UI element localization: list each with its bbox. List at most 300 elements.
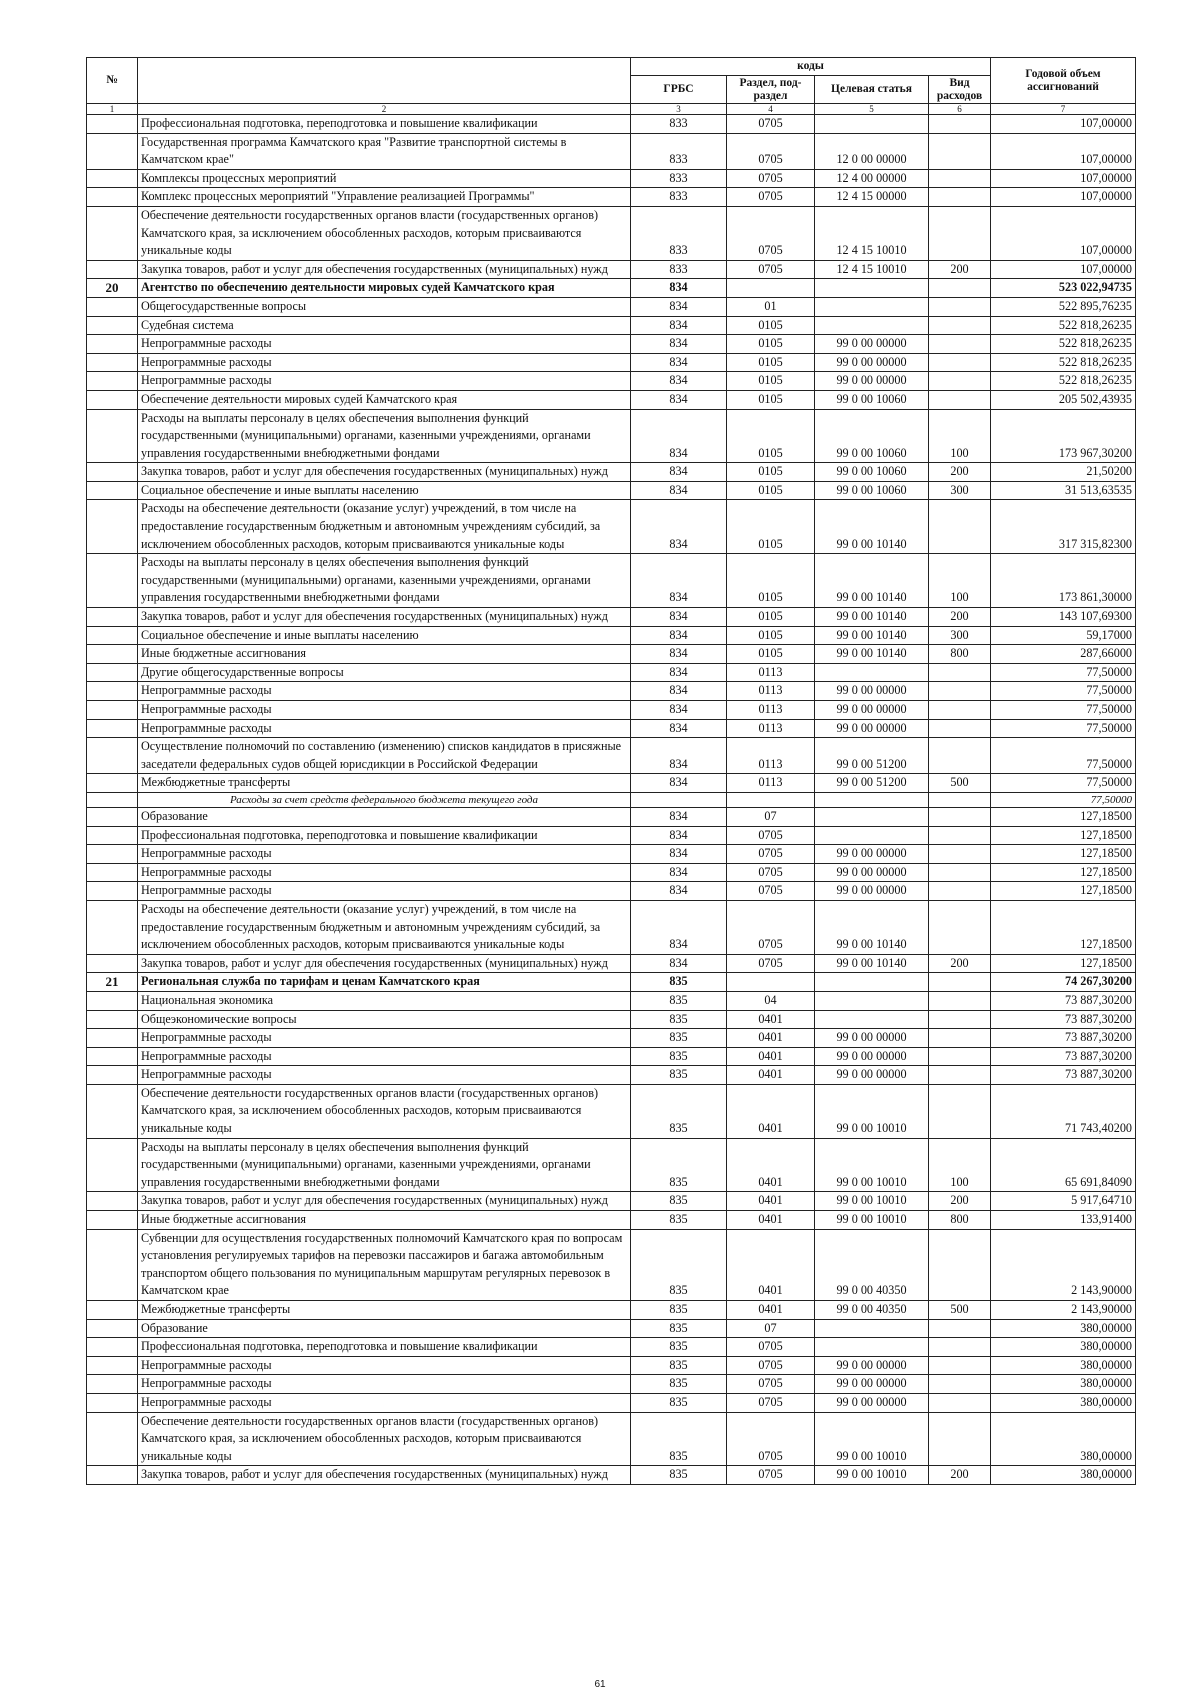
section-code: 0105 <box>727 481 815 500</box>
table-row <box>87 133 1136 169</box>
amount: 65 691,84090 <box>991 1138 1136 1192</box>
item-name: Непрограммные расходы <box>138 863 631 882</box>
grbs-code: 835 <box>631 1211 727 1230</box>
item-name: Обеспечение деятельности мировых судей Камчатского края <box>138 390 631 409</box>
target-code: 12 0 00 00000 <box>815 133 929 169</box>
section-code: 07 <box>727 1319 815 1338</box>
expense-kind-code: 100 <box>929 1138 991 1192</box>
grbs-code: 835 <box>631 1047 727 1066</box>
target-code: 99 0 00 00000 <box>815 882 929 901</box>
target-code: 99 0 00 10140 <box>815 645 929 664</box>
row-number <box>87 335 138 354</box>
row-number: 20 <box>87 279 138 298</box>
section-code: 0705 <box>727 115 815 134</box>
section-code: 0401 <box>727 1229 815 1300</box>
amount: 77,50000 <box>991 738 1136 774</box>
expense-kind-code <box>929 335 991 354</box>
row-number <box>87 115 138 134</box>
item-name: Профессиональная подготовка, переподготовка и повышение квалификации <box>138 826 631 845</box>
row-number <box>87 882 138 901</box>
target-code: 99 0 00 10010 <box>815 1412 929 1466</box>
target-code: 99 0 00 51200 <box>815 738 929 774</box>
table-row <box>87 1412 1136 1466</box>
target-code <box>815 792 929 807</box>
header-grbs: ГРБС <box>631 76 727 104</box>
target-code: 99 0 00 10010 <box>815 1138 929 1192</box>
section-code: 0113 <box>727 719 815 738</box>
table-row <box>87 335 1136 354</box>
section-code: 0401 <box>727 1066 815 1085</box>
grbs-code: 835 <box>631 1393 727 1412</box>
section-code: 0113 <box>727 774 815 793</box>
grbs-code: 834 <box>631 335 727 354</box>
item-name: Непрограммные расходы <box>138 1393 631 1412</box>
expense-kind-code <box>929 1338 991 1357</box>
target-code: 99 0 00 40350 <box>815 1229 929 1300</box>
section-code: 0705 <box>727 188 815 207</box>
target-code: 99 0 00 00000 <box>815 372 929 391</box>
target-code: 99 0 00 00000 <box>815 353 929 372</box>
expense-kind-code <box>929 900 991 954</box>
amount: 127,18500 <box>991 900 1136 954</box>
section-code: 0705 <box>727 1375 815 1394</box>
table-row <box>87 1047 1136 1066</box>
item-name: Непрограммные расходы <box>138 1066 631 1085</box>
section-code: 0105 <box>727 645 815 664</box>
grbs-code: 834 <box>631 409 727 463</box>
item-name: Иные бюджетные ассигнования <box>138 645 631 664</box>
expense-kind-code <box>929 1412 991 1466</box>
grbs-code: 833 <box>631 260 727 279</box>
table-row <box>87 719 1136 738</box>
target-code: 99 0 00 10140 <box>815 626 929 645</box>
row-number <box>87 807 138 826</box>
section-code: 0705 <box>727 882 815 901</box>
amount: 107,00000 <box>991 206 1136 260</box>
table-row <box>87 738 1136 774</box>
section-code: 0105 <box>727 335 815 354</box>
table-row <box>87 260 1136 279</box>
column-number: 3 <box>631 104 727 115</box>
section-code: 0105 <box>727 608 815 627</box>
amount: 173 967,30200 <box>991 409 1136 463</box>
row-number <box>87 645 138 664</box>
table-row <box>87 1192 1136 1211</box>
expense-kind-code <box>929 1084 991 1138</box>
item-name: Непрограммные расходы <box>138 1029 631 1048</box>
item-name: Расходы на выплаты персоналу в целях обеспечения выполнения функций государственными (муниципальными) органами, казенными учреждениями, органами управления государственными внебюджетными фондами <box>138 554 631 608</box>
table-row <box>87 1229 1136 1300</box>
section-code <box>727 973 815 992</box>
grbs-code: 834 <box>631 845 727 864</box>
amount: 77,50000 <box>991 701 1136 720</box>
target-code <box>815 316 929 335</box>
table-row <box>87 169 1136 188</box>
row-number <box>87 1066 138 1085</box>
item-name: Другие общегосударственные вопросы <box>138 663 631 682</box>
section-code: 0705 <box>727 1466 815 1485</box>
grbs-code: 835 <box>631 1466 727 1485</box>
table-row <box>87 626 1136 645</box>
table-row <box>87 115 1136 134</box>
table-row <box>87 807 1136 826</box>
column-number: 7 <box>991 104 1136 115</box>
grbs-code: 833 <box>631 188 727 207</box>
item-name: Расходы на выплаты персоналу в целях обеспечения выполнения функций государственными (муниципальными) органами, казенными учреждениями, органами управления государственными внебюджетными фондами <box>138 409 631 463</box>
target-code: 99 0 00 10010 <box>815 1211 929 1230</box>
table-row <box>87 409 1136 463</box>
amount: 107,00000 <box>991 188 1136 207</box>
item-name: Непрограммные расходы <box>138 1047 631 1066</box>
section-code: 0705 <box>727 826 815 845</box>
target-code: 99 0 00 00000 <box>815 1047 929 1066</box>
grbs-code: 834 <box>631 719 727 738</box>
target-code: 12 4 15 10010 <box>815 206 929 260</box>
item-name: Обеспечение деятельности государственных органов власти (государственных органов) Камчатского края, за исключением обособленных расходов, которым присваиваются уникальные коды <box>138 1412 631 1466</box>
section-code: 0105 <box>727 316 815 335</box>
item-name: Межбюджетные трансферты <box>138 1301 631 1320</box>
table-row <box>87 826 1136 845</box>
row-number <box>87 1047 138 1066</box>
expense-kind-code <box>929 1393 991 1412</box>
grbs-code: 835 <box>631 1084 727 1138</box>
section-code: 0401 <box>727 1138 815 1192</box>
expense-kind-code <box>929 1066 991 1085</box>
amount: 77,50000 <box>991 792 1136 807</box>
target-code: 99 0 00 00000 <box>815 863 929 882</box>
header-kind: Вид расходов <box>929 76 991 104</box>
expense-kind-code <box>929 353 991 372</box>
expense-kind-code: 200 <box>929 608 991 627</box>
grbs-code: 835 <box>631 1375 727 1394</box>
item-name: Непрограммные расходы <box>138 1356 631 1375</box>
row-number <box>87 188 138 207</box>
grbs-code: 833 <box>631 206 727 260</box>
section-code: 0705 <box>727 1412 815 1466</box>
target-code: 99 0 00 00000 <box>815 1393 929 1412</box>
target-code: 99 0 00 10060 <box>815 409 929 463</box>
amount: 522 818,26235 <box>991 353 1136 372</box>
table-row <box>87 353 1136 372</box>
row-number <box>87 954 138 973</box>
target-code: 99 0 00 10140 <box>815 554 929 608</box>
item-name: Субвенции для осуществления государственных полномочий Камчатского края по вопросам установления регулируемых тарифов на перевозки пассажиров и багажа автомобильным транспортом общего пользования по муниципальным маршрутам регулярных перевозок в Камчатском крае <box>138 1229 631 1300</box>
item-name: Иные бюджетные ассигнования <box>138 1211 631 1230</box>
expense-kind-code <box>929 663 991 682</box>
item-name: Закупка товаров, работ и услуг для обеспечения государственных (муниципальных) нужд <box>138 260 631 279</box>
expense-kind-code <box>929 1010 991 1029</box>
row-number <box>87 260 138 279</box>
row-number <box>87 169 138 188</box>
grbs-code: 833 <box>631 169 727 188</box>
section-code: 0705 <box>727 1356 815 1375</box>
grbs-code: 835 <box>631 973 727 992</box>
expense-kind-code <box>929 500 991 554</box>
item-name: Закупка товаров, работ и услуг для обеспечения государственных (муниципальных) нужд <box>138 463 631 482</box>
table-row <box>87 1010 1136 1029</box>
row-number <box>87 481 138 500</box>
section-code: 0401 <box>727 1029 815 1048</box>
target-code <box>815 1010 929 1029</box>
item-name: Судебная система <box>138 316 631 335</box>
row-number <box>87 1211 138 1230</box>
row-number <box>87 826 138 845</box>
item-name: Межбюджетные трансферты <box>138 774 631 793</box>
target-code <box>815 1338 929 1357</box>
expense-kind-code: 300 <box>929 481 991 500</box>
table-row <box>87 954 1136 973</box>
table-row <box>87 1029 1136 1048</box>
target-code: 99 0 00 10140 <box>815 954 929 973</box>
expense-kind-code <box>929 1356 991 1375</box>
target-code: 99 0 00 00000 <box>815 682 929 701</box>
section-code: 0105 <box>727 372 815 391</box>
section-code: 0105 <box>727 409 815 463</box>
expense-kind-code <box>929 991 991 1010</box>
amount: 522 818,26235 <box>991 372 1136 391</box>
section-code: 0401 <box>727 1301 815 1320</box>
column-number: 6 <box>929 104 991 115</box>
row-number <box>87 845 138 864</box>
grbs-code: 834 <box>631 863 727 882</box>
table-row <box>87 554 1136 608</box>
section-code: 01 <box>727 297 815 316</box>
header-codes: коды <box>631 58 991 76</box>
section-code: 0401 <box>727 1047 815 1066</box>
expense-kind-code <box>929 297 991 316</box>
amount: 73 887,30200 <box>991 991 1136 1010</box>
row-number <box>87 316 138 335</box>
table-row <box>87 701 1136 720</box>
amount: 74 267,30200 <box>991 973 1136 992</box>
row-number <box>87 500 138 554</box>
target-code <box>815 279 929 298</box>
expense-kind-code: 200 <box>929 1466 991 1485</box>
grbs-code: 834 <box>631 774 727 793</box>
item-name: Непрограммные расходы <box>138 845 631 864</box>
row-number <box>87 792 138 807</box>
section-code: 0705 <box>727 954 815 973</box>
row-number <box>87 701 138 720</box>
row-number <box>87 774 138 793</box>
grbs-code: 835 <box>631 1029 727 1048</box>
section-code: 0705 <box>727 133 815 169</box>
table-row <box>87 463 1136 482</box>
amount: 127,18500 <box>991 845 1136 864</box>
item-name: Образование <box>138 1319 631 1338</box>
target-code: 99 0 00 00000 <box>815 1375 929 1394</box>
column-numbers-row <box>87 104 1136 115</box>
expense-kind-code <box>929 279 991 298</box>
grbs-code: 833 <box>631 133 727 169</box>
row-number <box>87 663 138 682</box>
section-code: 0705 <box>727 900 815 954</box>
column-number: 4 <box>727 104 815 115</box>
grbs-code: 835 <box>631 1356 727 1375</box>
amount: 522 818,26235 <box>991 335 1136 354</box>
grbs-code: 834 <box>631 297 727 316</box>
column-number: 1 <box>87 104 138 115</box>
amount: 73 887,30200 <box>991 1047 1136 1066</box>
expense-kind-code: 800 <box>929 1211 991 1230</box>
table-row <box>87 1338 1136 1357</box>
row-number <box>87 1393 138 1412</box>
expense-kind-code <box>929 863 991 882</box>
table-row <box>87 481 1136 500</box>
target-code: 99 0 00 10060 <box>815 390 929 409</box>
target-code <box>815 115 929 134</box>
expense-kind-code <box>929 845 991 864</box>
item-name: Расходы на обеспечение деятельности (оказание услуг) учреждений, в том числе на предоставление государственным бюджетным и автономным учреждениям субсидий, за исключением обособленных расходов, которым присваиваются уникальные коды <box>138 500 631 554</box>
expense-kind-code: 200 <box>929 260 991 279</box>
amount: 21,50200 <box>991 463 1136 482</box>
target-code: 99 0 00 00000 <box>815 845 929 864</box>
amount: 73 887,30200 <box>991 1029 1136 1048</box>
amount: 77,50000 <box>991 663 1136 682</box>
amount: 380,00000 <box>991 1338 1136 1357</box>
row-number <box>87 353 138 372</box>
amount: 77,50000 <box>991 774 1136 793</box>
amount: 523 022,94735 <box>991 279 1136 298</box>
row-number <box>87 297 138 316</box>
grbs-code: 834 <box>631 645 727 664</box>
row-number <box>87 719 138 738</box>
item-name: Непрограммные расходы <box>138 701 631 720</box>
grbs-code: 834 <box>631 701 727 720</box>
grbs-code: 834 <box>631 481 727 500</box>
table-row <box>87 792 1136 807</box>
budget-table <box>86 57 1136 1485</box>
item-name: Комплекс процессных мероприятий "Управление реализацией Программы" <box>138 188 631 207</box>
amount: 77,50000 <box>991 719 1136 738</box>
target-code <box>815 1319 929 1338</box>
amount: 73 887,30200 <box>991 1010 1136 1029</box>
grbs-code: 835 <box>631 991 727 1010</box>
expense-kind-code: 100 <box>929 409 991 463</box>
grbs-code: 834 <box>631 807 727 826</box>
target-code: 99 0 00 10060 <box>815 481 929 500</box>
grbs-code: 834 <box>631 954 727 973</box>
item-name: Непрограммные расходы <box>138 335 631 354</box>
grbs-code: 834 <box>631 682 727 701</box>
table-row <box>87 973 1136 992</box>
row-number <box>87 1375 138 1394</box>
amount: 380,00000 <box>991 1356 1136 1375</box>
item-name: Региональная служба по тарифам и ценам Камчатского края <box>138 973 631 992</box>
amount: 107,00000 <box>991 260 1136 279</box>
grbs-code: 835 <box>631 1412 727 1466</box>
grbs-code: 835 <box>631 1319 727 1338</box>
row-number <box>87 1229 138 1300</box>
table-row <box>87 663 1136 682</box>
expense-kind-code: 500 <box>929 774 991 793</box>
target-code: 99 0 00 40350 <box>815 1301 929 1320</box>
column-number: 5 <box>815 104 929 115</box>
amount: 73 887,30200 <box>991 1066 1136 1085</box>
grbs-code: 835 <box>631 1301 727 1320</box>
grbs-code: 834 <box>631 372 727 391</box>
page-number: 61 <box>594 1679 606 1690</box>
expense-kind-code <box>929 1047 991 1066</box>
item-name: Профессиональная подготовка, переподготовка и повышение квалификации <box>138 115 631 134</box>
amount: 107,00000 <box>991 115 1136 134</box>
row-number <box>87 1138 138 1192</box>
grbs-code: 834 <box>631 663 727 682</box>
row-number <box>87 390 138 409</box>
table-row <box>87 206 1136 260</box>
item-name: Закупка товаров, работ и услуг для обеспечения государственных (муниципальных) нужд <box>138 608 631 627</box>
row-number <box>87 608 138 627</box>
target-code: 99 0 00 00000 <box>815 701 929 720</box>
grbs-code: 835 <box>631 1192 727 1211</box>
target-code <box>815 826 929 845</box>
expense-kind-code: 200 <box>929 463 991 482</box>
row-number <box>87 900 138 954</box>
table-row <box>87 1301 1136 1320</box>
table-row <box>87 991 1136 1010</box>
table-row <box>87 882 1136 901</box>
row-number <box>87 133 138 169</box>
item-name: Закупка товаров, работ и услуг для обеспечения государственных (муниципальных) нужд <box>138 954 631 973</box>
table-row <box>87 845 1136 864</box>
header-section: Раздел, под-раздел <box>727 76 815 104</box>
expense-kind-code <box>929 719 991 738</box>
amount: 380,00000 <box>991 1466 1136 1485</box>
row-number: 21 <box>87 973 138 992</box>
table-row <box>87 279 1136 298</box>
table-row <box>87 1356 1136 1375</box>
section-code: 0705 <box>727 169 815 188</box>
item-name: Расходы за счет средств федерального бюджета текущего года <box>138 792 631 807</box>
amount: 2 143,90000 <box>991 1229 1136 1300</box>
section-code: 0705 <box>727 845 815 864</box>
amount: 127,18500 <box>991 954 1136 973</box>
item-name: Общеэкономические вопросы <box>138 1010 631 1029</box>
section-code: 0113 <box>727 663 815 682</box>
expense-kind-code <box>929 1229 991 1300</box>
expense-kind-code: 300 <box>929 626 991 645</box>
table-body <box>87 115 1136 1485</box>
table-row <box>87 1319 1136 1338</box>
section-code: 0105 <box>727 463 815 482</box>
amount: 71 743,40200 <box>991 1084 1136 1138</box>
amount: 380,00000 <box>991 1412 1136 1466</box>
header-amount: Годовой объем ассигнований <box>991 58 1136 104</box>
section-code: 0705 <box>727 260 815 279</box>
row-number <box>87 738 138 774</box>
grbs-code: 834 <box>631 826 727 845</box>
item-name: Непрограммные расходы <box>138 353 631 372</box>
grbs-code: 834 <box>631 390 727 409</box>
item-name: Расходы на обеспечение деятельности (оказание услуг) учреждений, в том числе на предоставление государственным бюджетным и автономным учреждениям субсидий, за исключением обособленных расходов, которым присваиваются уникальные коды <box>138 900 631 954</box>
section-code: 0401 <box>727 1192 815 1211</box>
section-code: 0105 <box>727 500 815 554</box>
row-number <box>87 1412 138 1466</box>
grbs-code: 834 <box>631 738 727 774</box>
row-number <box>87 863 138 882</box>
target-code: 99 0 00 00000 <box>815 335 929 354</box>
table-row <box>87 682 1136 701</box>
row-number <box>87 554 138 608</box>
item-name: Закупка товаров, работ и услуг для обеспечения государственных (муниципальных) нужд <box>138 1466 631 1485</box>
header-target: Целевая статья <box>815 76 929 104</box>
row-number <box>87 626 138 645</box>
item-name: Государственная программа Камчатского края "Развитие транспортной системы в Камчатском крае" <box>138 133 631 169</box>
amount: 77,50000 <box>991 682 1136 701</box>
grbs-code: 835 <box>631 1066 727 1085</box>
target-code <box>815 991 929 1010</box>
table-row <box>87 1393 1136 1412</box>
